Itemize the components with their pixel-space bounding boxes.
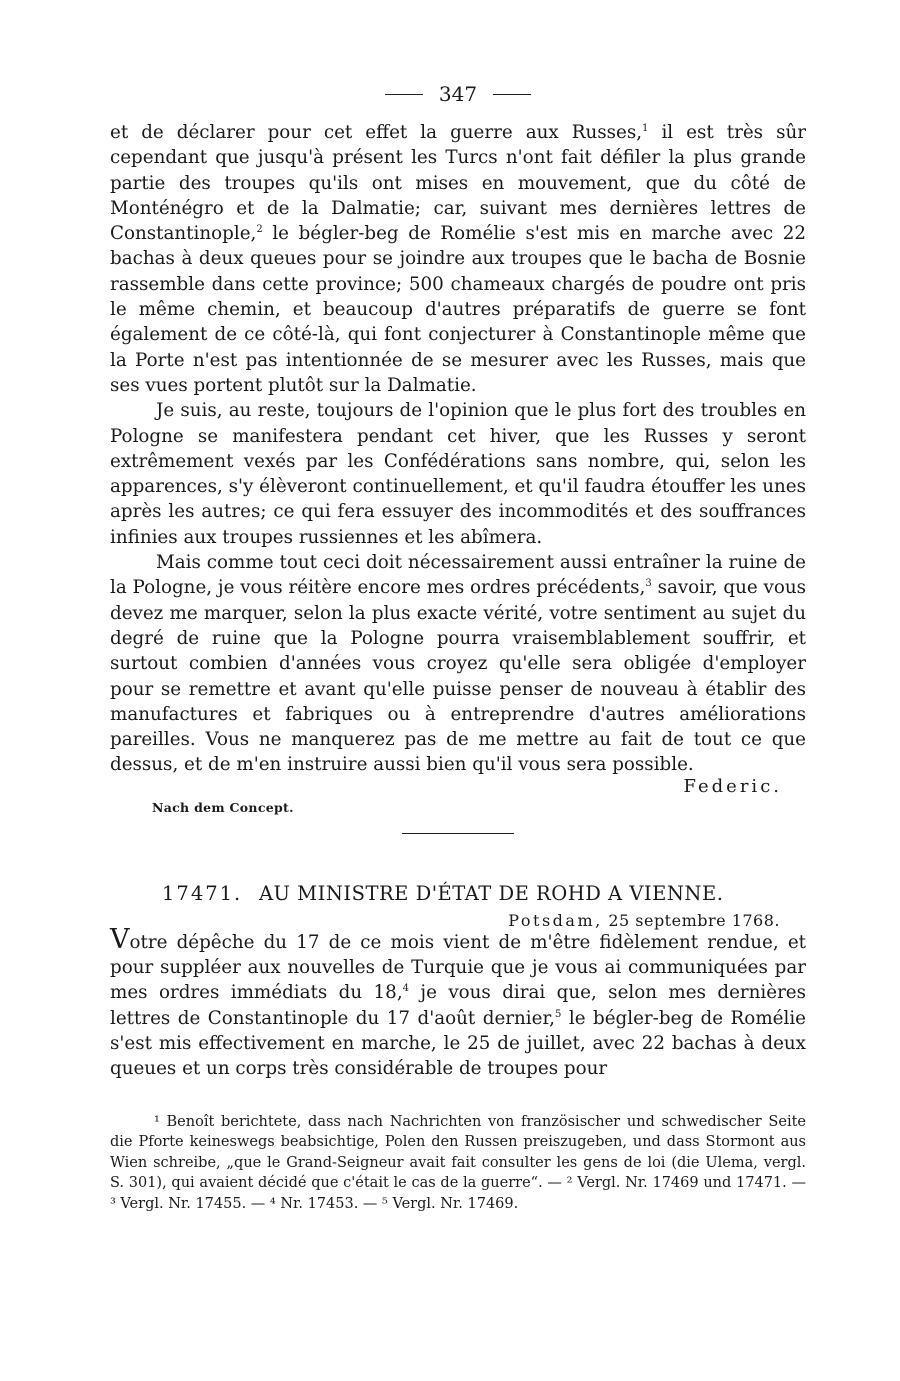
page-number-row — [110, 82, 806, 106]
footnote-ref: 3 — [645, 578, 652, 590]
initial-letter: V — [110, 923, 130, 955]
footnote-ref: 1 — [642, 123, 649, 134]
letter1-paragraph-2: Je suis, au reste, toujours de l'opinion que le plus fort des troubles en Pologne se manifestera pendant cet hiver, que les Russes y seront extrêmement vexés par les Confédérations sans nombre, qui, selon les apparences, s'y élèveront continuellement, et qu'il faudra étouffer les unes après les autres; ce qui fera essuyer des incommodités et des souffrances infinies aux troupes russiennes et les abîmera. — [110, 400, 806, 548]
page-number: 347 — [438, 82, 478, 106]
date: 25 septembre 1768. — [608, 910, 780, 930]
footnote-block: ¹ Benoît berichtete, dass nach Nachrichten von französischer und schwedischer Seite die Pforte keineswegs beabsichtige, Polen den Russen preiszugeben, und dass Stormont aus Wien schreibe, „que le Grand-Seigneur avait fait consulter les gens de loi (die Ulema, vergl. S. 301), qui avaient décidé que c'était le cas de la guerre“. — ² Vergl. Nr. 17469 und 17471. — ³ Vergl. Nr. 17455. — ⁴ Nr. 17453. — ⁵ Vergl. Nr. 17469. — [110, 1113, 806, 1212]
dash-right — [493, 94, 531, 95]
letter2-paragraph — [110, 923, 807, 1082]
page — [110, 82, 806, 1214]
dash-left — [385, 94, 423, 95]
letter2-paragraph-text: otre dépêche du 17 de ce mois vient de m'être fidèlement rendue, et pour suppléer aux nouvelles de Turquie que je vous ai communiquées par mes ordres immédiats du 18,$^4$ je vous dirai que, selon mes dernières lettres de Constantinople du 17 d'août dernier,$^5$ le bégler-beg de Romélie s'est mis effectivement en marche, le 25 de juillet, avec 22 bachas à deux queues et un corps très considérable de troupes pour — [110, 931, 807, 1080]
letter-number: 17471. — [162, 881, 243, 905]
letter-2 — [110, 882, 806, 1082]
letter1-paragraph-3: Mais comme tout ceci doit nécessairement aussi entraîner la ruine de la Pologne, je vous réitère encore mes ordres précédents,$^3$ savoir, que vous devez me marquer, selon la plus exacte vérité, votre sentiment au sujet du degré de ruine que la Pologne pourra vraisemblablement souffrir, et surtout combien d'années vous croyez qu'elle sera obligée d'employer pour se remettre et avant qu'elle puisse penser de nouveau à établir des manufactures et fabriques ou à entreprendre d'autres améliorations pareilles. Vous ne manquerez pas de me mettre au fait de tout ce que dessus, et de m'en instruire aussi bien qu'il vous sera possible. — [110, 552, 806, 776]
section-divider — [402, 833, 514, 834]
letter-heading — [110, 882, 806, 905]
signature: Federic. — [683, 775, 782, 797]
letter1-paragraph-1: et de déclarer pour cet effet la guerre aux Russes,$^1$ il est très sûr cependant que jusqu'à présent les Turcs n'ont fait défiler la plus grande partie des troupes qu'ils ont mises en mouvement, que du côté de Monténégro et de la Dalmatie; car, suivant mes dernières lettres de Constantinople,$^2$ le bégler-beg de Romélie s'est mis en marche avec 22 bachas à deux queues pour se joindre aux troupes que le bacha de Bosnie rassemble dans cette province; 500 chameaux chargés de poudre ont pris le même chemin, et beaucoup d'autres préparatifs de guerre se font également de ce côté-là, qui font conjecturer à Constantinople même que la Porte n'est pas intentionnée de se mesurer avec les Russes, mais que ses vues portent plutôt sur la Dalmatie. — [110, 122, 806, 396]
signature-row — [110, 775, 806, 806]
source-note: Nach dem Concept. — [152, 799, 294, 815]
footnote-ref: 4 — [402, 983, 410, 995]
place: Potsdam, — [508, 910, 603, 930]
footnotes — [110, 1112, 806, 1215]
letter-1 — [110, 120, 806, 815]
letter-title: AU MINISTRE D'ÉTAT DE ROHD A VIENNE. — [258, 881, 724, 905]
footnote-ref: 5 — [555, 1008, 562, 1020]
footnote-ref: 2 — [256, 224, 263, 236]
dateline — [110, 911, 780, 930]
